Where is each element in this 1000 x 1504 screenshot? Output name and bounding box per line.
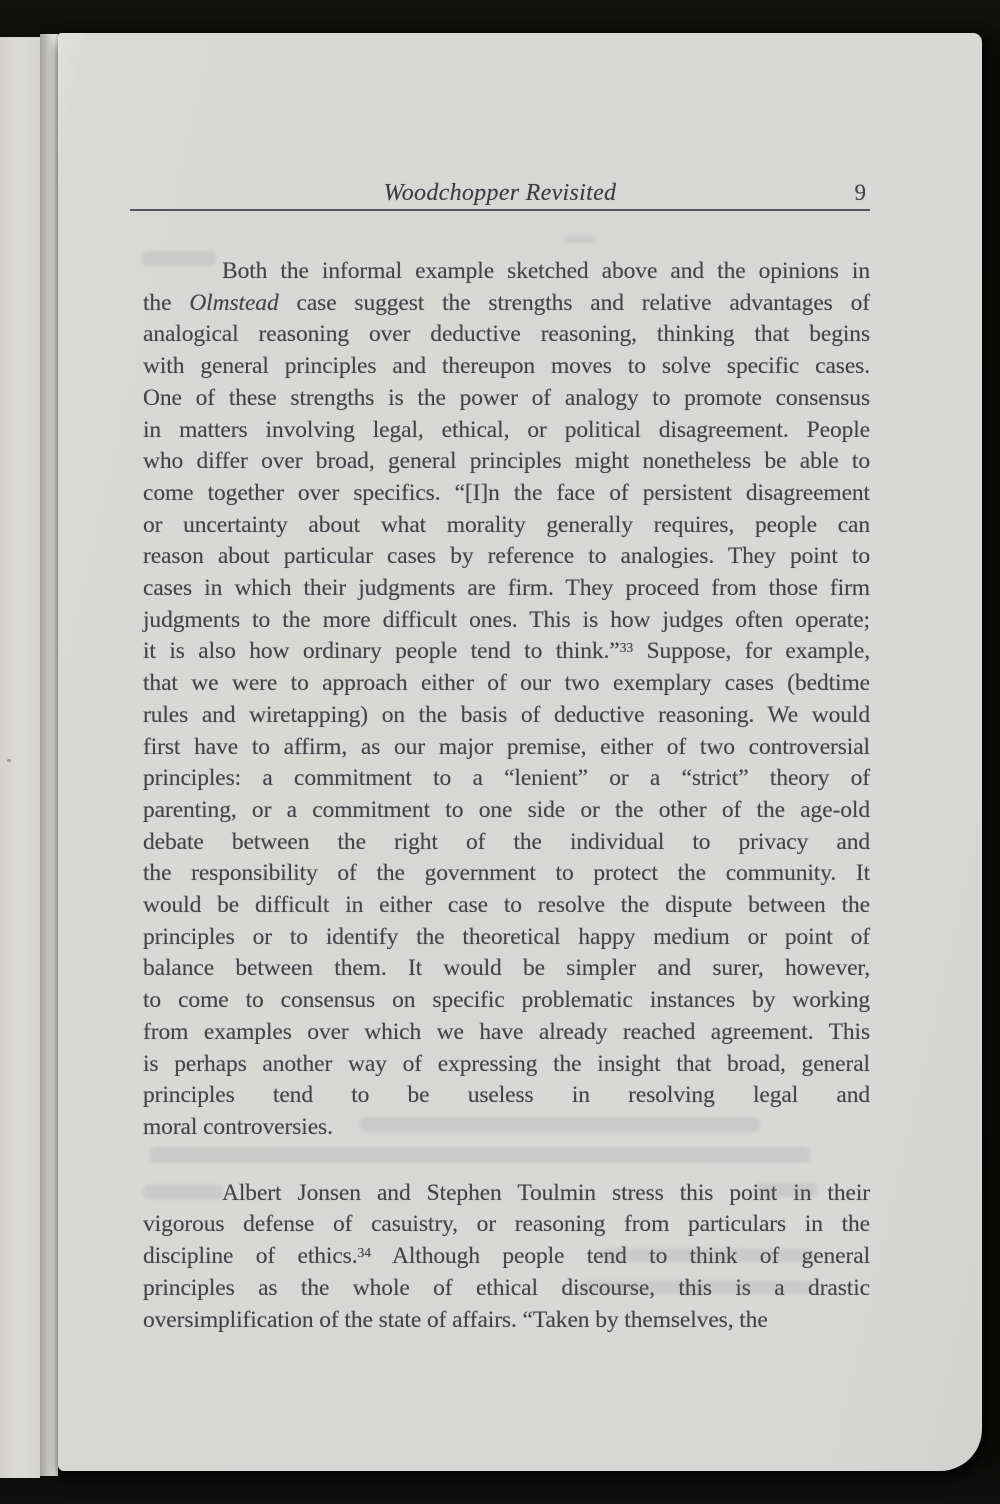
text-line: would be difficult in either case to resolve the dispute between the [143, 892, 870, 919]
bleedthrough-smudge [565, 236, 595, 243]
text-line: principles: a commitment to a “lenient” or a “strict” theory of [143, 765, 870, 792]
text-line: who differ over broad, general principles might nonetheless be able to [143, 448, 870, 475]
bleedthrough-smudge [600, 1249, 815, 1262]
text-line: come together over specifics. “[I]n the face of persistent disagreement [143, 479, 870, 506]
paragraph [143, 256, 870, 1144]
text-line: judgments to the more difficult ones. This is how judges often operate; [143, 606, 870, 633]
text-line: to come to consensus on specific problematic instances by working [143, 987, 870, 1014]
text-line: Both the informal example sketched above and the opinions in [222, 258, 870, 284]
text-line: Albert Jonsen and Stephen Toulmin stress this point in their [222, 1179, 870, 1206]
text-line: in matters involving legal, ethical, or political disagreement. People [143, 416, 870, 443]
underlying-page-edge [0, 37, 40, 1478]
text-line: vigorous defense of casuistry, or reasoning from particulars in the [143, 1211, 870, 1238]
page-edge-highlight [40, 34, 58, 1476]
text-line: is perhaps another way of expressing the insight that broad, general [143, 1050, 870, 1077]
bleedthrough-smudge [360, 1117, 760, 1132]
text-line: that we were to approach either of our two exemplary cases (bedtime [143, 670, 870, 697]
page-number: 9 [854, 180, 866, 205]
chapter-title: Woodchopper Revisited [383, 180, 617, 206]
book-page [58, 33, 982, 1471]
dust-speck [7, 759, 11, 762]
text-line: or uncertainty about what morality generally requires, people can [143, 511, 870, 538]
bleedthrough-smudge [150, 1147, 810, 1163]
text-line: analogical reasoning over deductive reasoning, thinking that begins [143, 321, 870, 348]
text-line: principles or to identify the theoretical happy medium or point of [143, 923, 870, 950]
text-line: oversimplification of the state of affairs. “Taken by themselves, the [143, 1306, 768, 1333]
page-body [143, 256, 870, 1336]
text-line: with general principles and thereupon moves to solve specific cases. [143, 353, 870, 380]
text-line: discipline of ethics.$^{34}$ Although people tend to think of general [143, 1243, 870, 1270]
text-line: reason about particular cases by reference to analogies. They point to [143, 543, 870, 570]
text-line: balance between them. It would be simpler and surer, however, [143, 955, 870, 982]
text-line: the Olmstead case suggest the strengths and relative advantages of [143, 289, 870, 316]
text-line: parenting, or a commitment to one side or the other of the age-old [143, 796, 870, 823]
text-line: principles as the whole of ethical discourse, this is a drastic [143, 1274, 870, 1301]
text-line: debate between the right of the individual to privacy and [143, 828, 870, 855]
text-line: first have to affirm, as our major premise, either of two controversial [143, 733, 870, 760]
text-line: cases in which their judgments are firm. They proceed from those firm [143, 575, 870, 602]
text-line: rules and wiretapping) on the basis of deductive reasoning. We would [143, 701, 870, 728]
bleedthrough-smudge [580, 1281, 815, 1294]
bleedthrough-smudge [143, 1185, 223, 1199]
bleedthrough-smudge [142, 251, 216, 266]
text-line: principles tend to be useless in resolving legal and [143, 1082, 870, 1109]
text-line: it is also how ordinary people tend to think.”$^{33}$ Suppose, for example, [143, 638, 871, 665]
text-line: from examples over which we have already reached agreement. This [143, 1018, 870, 1045]
bleedthrough-smudge [755, 1183, 817, 1197]
running-header [130, 179, 870, 211]
text-line: the responsibility of the government to protect the community. It [143, 860, 870, 887]
text-line: One of these strengths is the power of analogy to promote consensus [143, 384, 870, 411]
text-line: moral controversies. [143, 1113, 333, 1140]
